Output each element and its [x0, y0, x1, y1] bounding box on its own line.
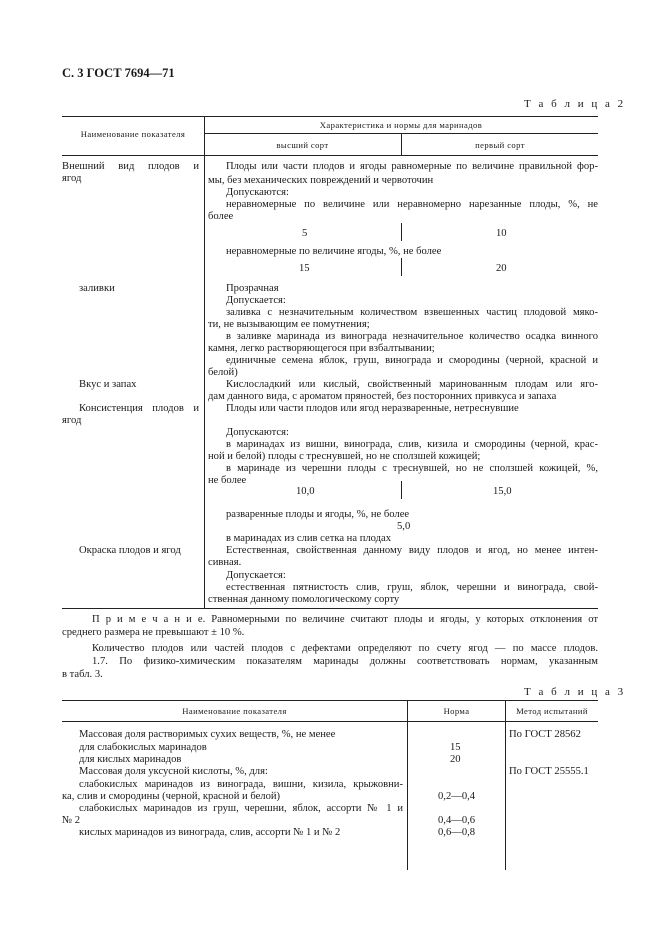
table3-method: По ГОСТ 28562: [509, 729, 581, 740]
cell-text: Допускаются:: [226, 427, 289, 438]
table3-col-name: Наименование показателя: [182, 706, 287, 716]
cell-text: в маринадах из вишни, винограда, слив, кизила и смородины (черной, крас-: [226, 439, 598, 450]
table3-row: ка, слив и смородины (черной, красной и белой): [62, 791, 281, 802]
table2-top-rule: [62, 116, 598, 117]
note-text-2: среднего размера не превышают ± 10 %.: [62, 627, 245, 638]
cell-text: в маринаде из черешни плоды с треснувшей, но не сползшей кожицей, %,: [226, 463, 598, 474]
cell-text: Естественная, свойственная данному виду плодов и ягод, но менее интен-: [226, 545, 598, 556]
paragraph: Количество плодов или частей плодов с дефектами определяют по счету ягод — по массе плодов.: [92, 643, 598, 654]
cell-text: Допускается:: [226, 570, 286, 581]
row-label-consistency-2: ягод: [62, 415, 82, 426]
row-label-brine: заливки: [79, 283, 115, 294]
value-first: 10: [496, 228, 507, 239]
table3-norm: 0,2—0,4: [438, 791, 476, 802]
table2-head-rule: [62, 155, 598, 156]
table2-col-divider: [204, 116, 205, 608]
table2-col-first: первый сорт: [475, 140, 525, 150]
table2-col-name: Наименование показателя: [80, 129, 186, 139]
cell-text: Допускаются:: [226, 187, 289, 198]
table2-bottom-rule: [62, 608, 598, 609]
table3-head-rule: [62, 721, 598, 722]
table3-norm: 15: [450, 742, 461, 753]
cell-text: Плоды или части плодов или ягод неразваренные, нетреснувшие: [226, 403, 519, 414]
cell-text: Плоды или части плодов и ягоды равномерные по величине правильной фор-: [226, 161, 598, 172]
paragraph: 1.7. По физико-химическим показателям маринады должны соответствовать нормам, указанным: [92, 656, 598, 667]
note-text: П р и м е ч а н и е. Равномерными по величине считают плоды и ягоды, у которых отклонения от: [92, 614, 598, 625]
row-label-taste: Вкус и запах: [79, 379, 137, 390]
table3-row: № 2: [62, 815, 81, 826]
value-high: 15: [299, 263, 310, 274]
cell-text: дам данного вида, с ароматом пряностей, без посторонних привкуса и запаха: [208, 391, 557, 402]
table3-row: слабокислых маринадов из винограда, вишни, кизила, крыжовни-: [79, 779, 403, 790]
value-high: 10,0: [296, 486, 315, 497]
cell-text: в маринадах из слив сетка на плодах: [226, 533, 392, 544]
cell-text: неравномерные по величине или неравномерно нарезанные плоды, %, не: [226, 199, 598, 210]
cell-text: заливка с незначительным количеством взвешенных частиц плодовой мяко-: [226, 307, 598, 318]
cell-text: разваренные плоды и ягоды, %, не более: [226, 509, 410, 520]
cell-text: неравномерные по величине ягоды, %, не более: [226, 246, 442, 257]
row-label-color: Окраска плодов и ягод: [79, 545, 181, 556]
cell-text: не более: [208, 475, 247, 486]
page-title: С. 3 ГОСТ 7694—71: [62, 66, 175, 80]
value-divider: [401, 223, 402, 241]
table3-row: для слабокислых маринадов: [79, 742, 207, 753]
table2-col-group: Характеристика и нормы для маринадов: [319, 120, 483, 130]
value-first: 20: [496, 263, 507, 274]
cell-text: Допускается:: [226, 295, 286, 306]
table3-row: Массовая доля уксусной кислоты, %, для:: [79, 766, 268, 777]
table3-col-divider: [407, 700, 408, 870]
table3-row: для кислых маринадов: [79, 754, 182, 765]
table2-col-high: высший сорт: [276, 140, 329, 150]
table2-caption: Т а б л и ц а 2: [524, 98, 626, 110]
cell-text: единичные семена яблок, груш, винограда и смородины (черной, красной и: [226, 355, 598, 366]
cell-text: ственная данному помологическому сорту: [208, 594, 400, 605]
cell-text: естественная пятнистость слив, груш, яблок, черешни и винограда, свой-: [226, 582, 598, 593]
table3-top-rule: [62, 700, 598, 701]
table3-row: слабокислых маринадов из груш, черешни, яблок, ассорти № 1 и: [79, 803, 403, 814]
cell-text: белой): [208, 367, 238, 378]
paragraph: в табл. 3.: [62, 669, 103, 680]
table3-row: кислых маринадов из винограда, слив, ассорти № 1 и № 2: [79, 827, 341, 838]
table3-caption: Т а б л и ц а 3: [524, 686, 626, 698]
table3-col-divider: [505, 700, 506, 870]
cell-text: ной и белой) плоды с треснувшей, но не сползшей кожицей;: [208, 451, 481, 462]
row-label-appearance: Внешний вид плодов и: [62, 161, 199, 172]
value-divider: [401, 258, 402, 276]
table3-norm: 0,6—0,8: [438, 827, 476, 838]
table3-norm: 0,4—0,6: [438, 815, 476, 826]
value-both: 5,0: [397, 521, 411, 532]
cell-text: сивная.: [208, 557, 242, 568]
value-divider: [401, 481, 402, 499]
row-label-appearance-2: ягод: [62, 173, 82, 184]
table3-col-method: Метод испытаний: [516, 706, 588, 716]
cell-text: мы, без механических повреждений и червоточин: [208, 175, 434, 186]
table3-row: Массовая доля растворимых сухих веществ, %, не менее: [79, 729, 336, 740]
value-high: 5: [302, 228, 308, 239]
cell-text: Прозрачная: [226, 283, 279, 294]
cell-text: в заливке маринада из винограда незначительное количество осадка винного: [226, 331, 598, 342]
row-label-consistency: Консистенция плодов и: [79, 403, 199, 414]
table3-norm: 20: [450, 754, 461, 765]
value-first: 15,0: [493, 486, 512, 497]
table3-col-norm: Норма: [443, 706, 470, 716]
cell-text: Кислосладкий или кислый, свойственный маринованным плодам или яго-: [226, 379, 598, 390]
table3-method: По ГОСТ 25555.1: [509, 766, 589, 777]
cell-text: ти, не вызывающим ее помутнения;: [208, 319, 370, 330]
cell-text: камня, легко растворяющегося при взбалтывании;: [208, 343, 435, 354]
cell-text: более: [208, 211, 234, 222]
